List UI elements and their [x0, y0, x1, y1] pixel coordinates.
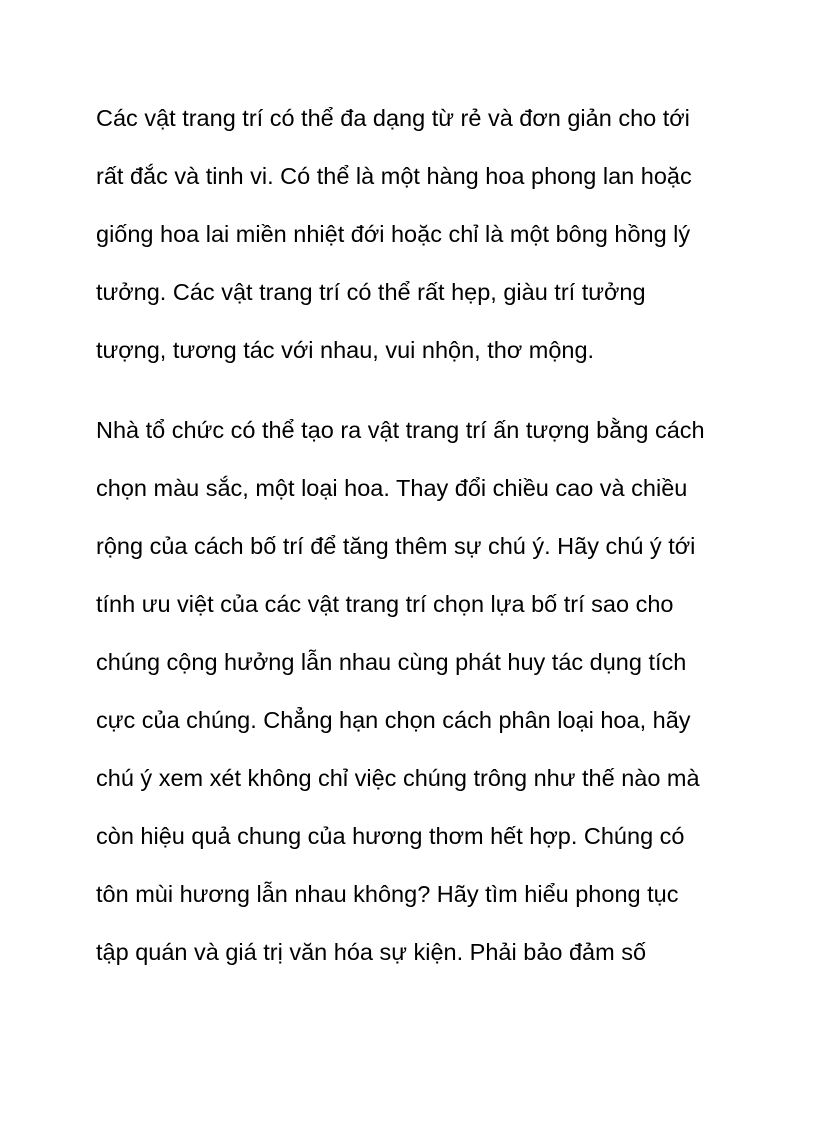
paragraph-2-line-7: chú ý xem xét không chỉ việc chúng trông như thế nào mà	[96, 765, 700, 791]
paragraph-2-line-5: chúng cộng hưởng lẫn nhau cùng phát huy tác dụng tích	[96, 649, 687, 675]
paragraph-2-line-4: tính ưu việt của các vật trang trí chọn lựa bố trí sao cho	[96, 591, 674, 617]
paragraph-2-line-3: rộng của cách bố trí để tăng thêm sự chú ý. Hãy chú ý tới	[96, 533, 696, 559]
paragraph-1-line-3: giống hoa lai miền nhiệt đới hoặc chỉ là một bông hồng lý	[96, 221, 691, 247]
paragraph-2-line-6: cực của chúng. Chẳng hạn chọn cách phân loại hoa, hãy	[96, 707, 691, 733]
paragraph-1-line-4: tưởng. Các vật trang trí có thể rất hẹp, giàu trí tưởng	[96, 279, 646, 305]
paragraph-1-line-1: Các vật trang trí có thể đa dạng từ rẻ và đơn giản cho tới	[96, 105, 690, 131]
paragraph-1-line-5: tượng, tương tác với nhau, vui nhộn, thơ mộng.	[96, 337, 595, 363]
paragraph-1-line-2: rất đắc và tinh vi. Có thể là một hàng hoa phong lan hoặc	[96, 163, 692, 189]
paragraph-2-line-1: Nhà tổ chức có thể tạo ra vật trang trí ấn tượng bằng cách	[96, 417, 705, 443]
paragraph-2-line-9: tôn mùi hương lẫn nhau không? Hãy tìm hiểu phong tục	[96, 881, 679, 907]
paragraph-2-line-2: chọn màu sắc, một loại hoa. Thay đổi chiều cao và chiều	[96, 475, 688, 501]
paragraph-2-line-8: còn hiệu quả chung của hương thơm hết hợp. Chúng có	[96, 823, 685, 849]
paragraph-2-line-10: tập quán và giá trị văn hóa sự kiện. Phải bảo đảm số	[96, 939, 647, 965]
